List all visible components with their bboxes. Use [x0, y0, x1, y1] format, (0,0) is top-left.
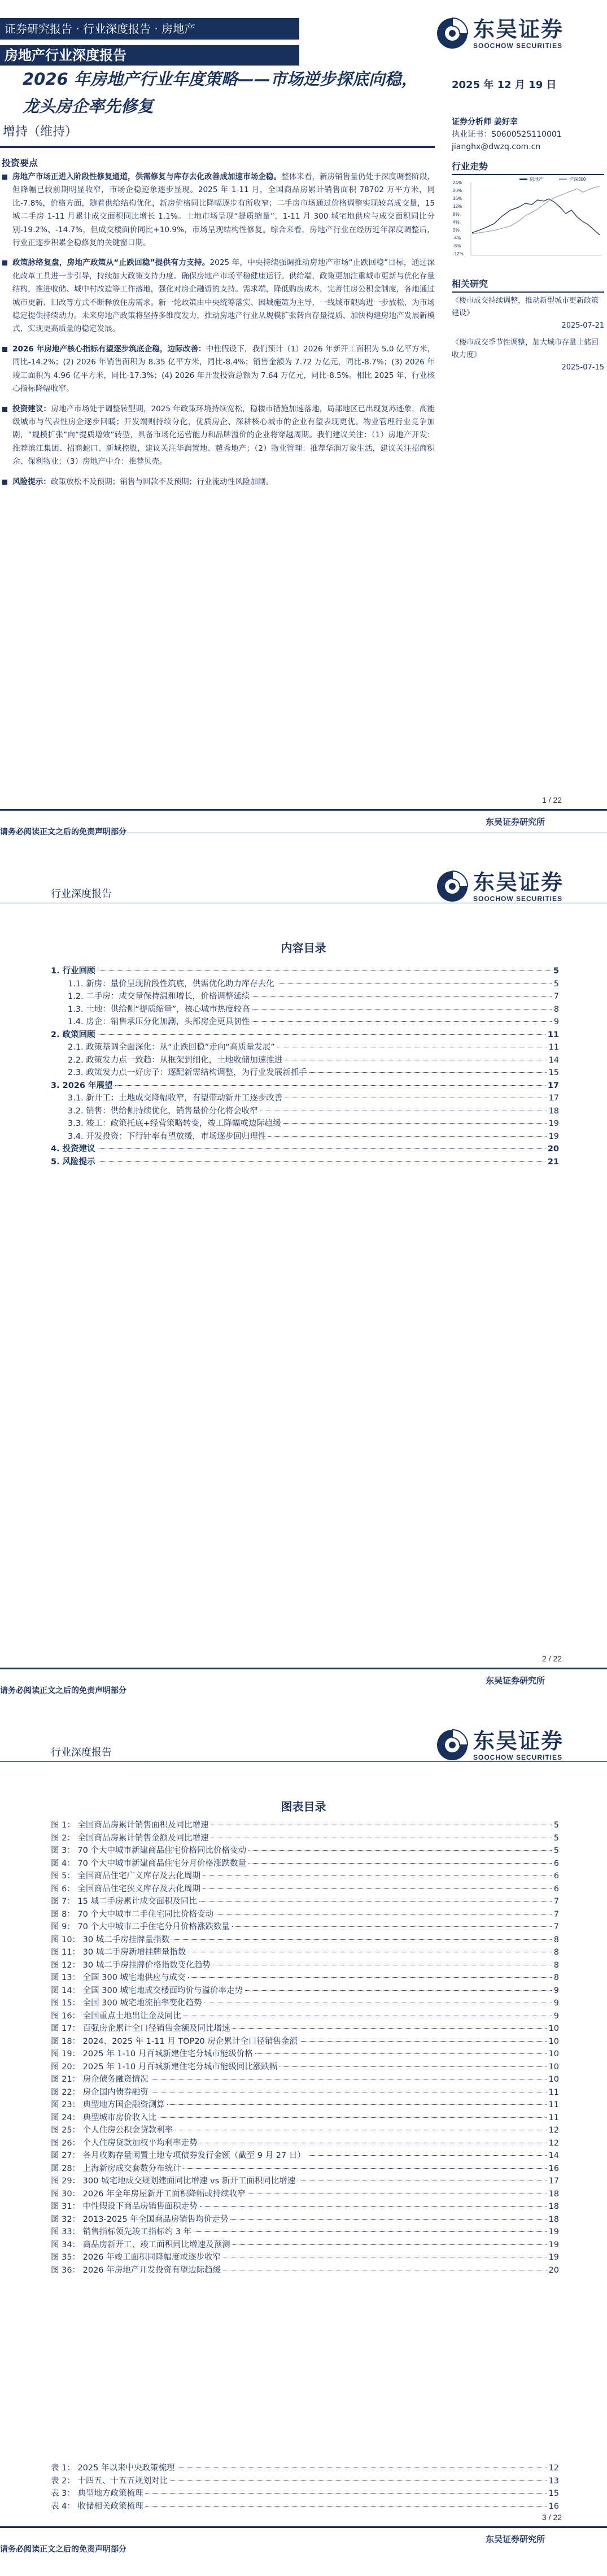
- report-date: 2025 年 12 月 19 日: [452, 79, 557, 91]
- figure-label: 图 21： 房企债务融资情况: [51, 2075, 149, 2084]
- figure-label: 图 6： 全国商品住宅狭义库存及去化周期: [51, 1884, 200, 1894]
- point-text: 中性假设下，我们预计（1）2026 年新开工面积为 5.0 亿平方米，同比-14.2%；(2) 2026 年销售面积为 8.35 亿平方米，同比-8.4%；销售金额为 7.72 万亿元，同比-8.7%；(3) 2026 年竣工面积为 4.96 亿平方米，同比-17.3%；(4) 2026 年开发投资总额为 7.64 万亿元，同比-8.5%。相比 2025 年，行业核心指标降幅收窄。: [12, 344, 435, 394]
- investment-heading: 投资要点: [2, 158, 38, 168]
- figure-entry[interactable]: [51, 2137, 559, 2150]
- toc-entry[interactable]: [51, 1016, 559, 1029]
- doc-type-banner: 房地产行业深度报告: [0, 45, 299, 66]
- figure-label: 图 34： 商品房新开工、竣工面积同比增速及预测: [51, 2240, 230, 2249]
- logo-mark-icon: [435, 869, 470, 904]
- toc-entry[interactable]: [51, 1105, 559, 1118]
- leader-dots: [283, 1123, 547, 1124]
- figure-page: 19: [548, 2253, 559, 2262]
- logo-cn: 东吴证券: [473, 17, 564, 42]
- figure-page: 8: [553, 1960, 559, 1970]
- leader-dots: [200, 2206, 547, 2207]
- leader-dots: [98, 1148, 545, 1149]
- figure-page: 16: [548, 2164, 559, 2173]
- toc-entry[interactable]: [51, 1029, 559, 1042]
- table-label: 表 2： 十四五、十五五规划对比: [51, 2476, 168, 2486]
- figure-entry[interactable]: [51, 2035, 559, 2048]
- toc-page: 5: [553, 967, 559, 976]
- figure-label: 图 16： 全国重点土地出让金及同比: [51, 2011, 181, 2021]
- figure-label: 图 30： 2026 年全年房屋新开工面积降幅或持续收窄: [51, 2189, 246, 2199]
- figure-label: 图 22： 房企国内债券融资: [51, 2087, 149, 2097]
- axis-tick-label: -8%: [453, 243, 461, 249]
- toc-label: 5. 风险提示: [51, 1157, 95, 1167]
- logo-cn: 东吴证券: [473, 1729, 564, 1753]
- figure-page: 12: [548, 2138, 559, 2148]
- point-text: 整体来看，新房销售量仍处于深度调整阶段，但降幅已较前期明显收窄，市场企稳迹象逐步显现。2025 年 1-11 月，全国商品房累计销售面积 78702 万平方米，同比-7.8%，价格方面，随着供给结构优化，新房价格同比降幅逐步有所收窄；二手房市场通过价格调整实现较高成交量，15 城二手房 1-11 月累计成交面积同比增长 1.1%。土地市场呈现“提质缩量”，1-11 月 300 城宅地供应与成交面积同比分别-19.2%、-14.7%，但成交楼面价同比+10.9%，市场呈现结构性修复。综合来看，房地产行业在经历近年深度调整后，行业正逐步积累企稳修复的关键窗口期。: [12, 172, 435, 248]
- toc-page: 11: [547, 1030, 559, 1039]
- figure-entry[interactable]: [51, 1959, 559, 1972]
- figure-label: 图 1： 全国商品房累计销售面积及同比增速: [51, 1821, 209, 1830]
- tables-list: [51, 2462, 559, 2513]
- point-bold: 房地产市场正进入阶段性修复通道，供需修复与库存去化改善成加速市场企稳。: [12, 172, 282, 181]
- toc-page: 20: [547, 1145, 559, 1154]
- figure-page: 10: [548, 2050, 559, 2059]
- toc-label: 3.2. 销售：供给侧持续优化，销售量价分化将会收窄: [68, 1106, 258, 1116]
- leader-dots: [248, 1863, 552, 1864]
- figure-entry[interactable]: [51, 2162, 559, 2175]
- figure-entry[interactable]: [51, 2175, 559, 2188]
- figure-label: 图 28： 上海新房成交套数分布统计: [51, 2164, 181, 2173]
- toc-entry[interactable]: [51, 1117, 559, 1130]
- breadcrumb: 证券研究报告 · 行业深度报告 · 房地产: [0, 18, 299, 40]
- toc-page: 8: [553, 1004, 559, 1014]
- footer-disclaimer: 请务必阅读正文之后的免责声明部分: [0, 828, 126, 837]
- logo-en: SOOCHOW SECURITIES: [473, 895, 563, 903]
- related-date: 2025-07-21: [561, 321, 604, 330]
- toc-list: [51, 965, 559, 1168]
- table-entry[interactable]: [51, 2462, 559, 2475]
- figure-page: 10: [548, 2075, 559, 2084]
- toc-entry[interactable]: [51, 990, 559, 1003]
- toc-label: 1.2. 二手房：成交量保持温和增长，价格调整延续: [68, 992, 250, 1001]
- figure-label: 图 26： 个人住房贷款加权平均利率走势: [51, 2138, 198, 2148]
- page-number: 3 / 22: [542, 2513, 562, 2522]
- figure-page: 5: [553, 1833, 559, 1843]
- figure-page: 8: [553, 1948, 559, 1957]
- figure-entry[interactable]: [51, 2251, 559, 2264]
- toc-page: 18: [548, 1106, 559, 1116]
- toc-label: 2.2. 政策发力点一致趋：从框架到细化，土地收储加速推进: [68, 1055, 283, 1065]
- footer-firm: 东吴证券研究所: [486, 1676, 545, 1686]
- axis-tick-label: 4%: [453, 220, 460, 225]
- toc-entry[interactable]: [51, 1067, 559, 1080]
- figure-label: 图 12： 30 城二手房挂牌价格指数变化趋势: [51, 1960, 211, 1970]
- figure-page: 6: [553, 1884, 559, 1894]
- axis-tick-label: 24%: [453, 180, 462, 185]
- figure-page: 7: [553, 1909, 559, 1919]
- figure-entry[interactable]: [51, 2061, 559, 2074]
- rating: 增持（维持）: [3, 125, 78, 139]
- toc-page: 5: [553, 979, 559, 989]
- figure-entry[interactable]: [51, 2264, 559, 2277]
- analyst-name: 证券分析师 姜好幸: [452, 118, 518, 127]
- footer-firm: 东吴证券研究所: [486, 2534, 545, 2544]
- figure-label: 图 13： 全国 300 城宅地供应与成交: [51, 1973, 186, 1982]
- axis-tick-label: -4%: [453, 236, 461, 241]
- figure-entry[interactable]: [51, 2099, 559, 2112]
- industry-trend-chart: [452, 176, 604, 261]
- leader-dots: [194, 2231, 546, 2232]
- toc-page: 21: [547, 1157, 559, 1167]
- leader-dots: [145, 2506, 546, 2507]
- toc-page: [0, 859, 607, 1700]
- point-bold: 风险提示：: [12, 477, 51, 486]
- figure-page: 6: [553, 1872, 559, 1881]
- figure-entry[interactable]: [51, 2200, 559, 2213]
- toc-entry[interactable]: [51, 1080, 559, 1093]
- figure-label: 图 23： 典型地方国企融资测算: [51, 2100, 165, 2109]
- figure-page: 10: [548, 2062, 559, 2072]
- axis-tick-label: 8%: [453, 212, 460, 217]
- related-research-list: [452, 295, 604, 378]
- company-logo: [435, 16, 564, 51]
- figure-label: 图 8： 70 个大中城市二手住宅同比价格变动: [51, 1909, 214, 1919]
- figure-entry[interactable]: [51, 1921, 559, 1934]
- leader-dots: [172, 1939, 552, 1940]
- footer-firm: 东吴证券研究所: [486, 817, 545, 827]
- figure-page: 9: [553, 1986, 559, 1995]
- leader-dots: [167, 2104, 547, 2105]
- figure-label: 图 25： 个人住房公积金贷款利率: [51, 2126, 173, 2135]
- trend-heading: 行业走势: [452, 159, 604, 175]
- figure-page: 8: [553, 1973, 559, 1982]
- figure-label: 图 33： 销售指标领先竣工指标约 3 年: [51, 2227, 192, 2236]
- analyst-email[interactable]: jianghx@dwzq.com.cn: [452, 142, 541, 151]
- figure-label: 图 20： 2025 年 1-10 月百城新建住宅分城市能级同比涨跌幅: [51, 2062, 278, 2072]
- analyst-block: [452, 116, 604, 153]
- investment-point: [0, 171, 435, 250]
- leader-dots: [145, 2493, 546, 2494]
- figure-page: 10: [548, 2024, 559, 2033]
- figure-page: 10: [548, 2037, 559, 2046]
- figure-page: 14: [548, 2151, 559, 2160]
- figure-entry[interactable]: [51, 1908, 559, 1921]
- leader-dots: [252, 1021, 551, 1022]
- figure-page: 5: [553, 1821, 559, 1830]
- logo-cn: 东吴证券: [473, 870, 564, 895]
- leader-dots: [115, 1085, 545, 1086]
- toc-entry[interactable]: [51, 1143, 559, 1156]
- footer-rule: [0, 1668, 607, 1669]
- footer-disclaimer: 请务必阅读正文之后的免责声明部分: [0, 1686, 126, 1695]
- figure-entry[interactable]: [51, 2073, 559, 2086]
- figure-entry[interactable]: [51, 1883, 559, 1896]
- toc-entry[interactable]: [51, 978, 559, 991]
- figure-entry[interactable]: [51, 2239, 559, 2252]
- figure-entry[interactable]: [51, 2124, 559, 2137]
- figure-entry[interactable]: [51, 1985, 559, 1998]
- figure-label: 图 9： 70 个大中城市二手住宅分月价格涨跌数量: [51, 1922, 230, 1931]
- toc-page: 11: [548, 1043, 559, 1052]
- table-label: 表 4： 收储相关政策梳理: [51, 2501, 143, 2511]
- figure-entry[interactable]: [51, 2112, 559, 2125]
- toc-label: 3.3. 竣工：政策托底+经营策略转变，竣工降幅或边际趋缓: [68, 1119, 281, 1128]
- point-text: 政策放松不及预期；销售与回款不及预期；行业流动性风险加剧。: [50, 477, 274, 486]
- related-heading: 相关研究: [452, 277, 604, 293]
- axis-tick-label: 16%: [453, 196, 462, 201]
- table-page: 12: [548, 2464, 559, 2473]
- page-title: 2026 年房地产行业年度策略——市场逆步探底向稳，龙头房企率先修复: [23, 69, 418, 116]
- toc-page: 19: [548, 1119, 559, 1128]
- figure-page: 11: [548, 2087, 559, 2097]
- chart-legend: [519, 176, 586, 182]
- figure-label: 图 36： 2026 年房地产开发投资有望边际趋缓: [51, 2265, 221, 2275]
- figure-page: 6: [553, 1859, 559, 1868]
- figure-page: 17: [548, 2177, 559, 2186]
- table-page: 15: [548, 2489, 559, 2498]
- toc-page: 9: [553, 1017, 559, 1026]
- figure-label: 图 15： 全国 300 城宅地流拍率变化趋势: [51, 1999, 202, 2008]
- point-text: 房地产市场处于调整转型期，2025 年政策环境持续宽松，稳楼市措施加速落地，局部地区已出现复苏迹象，高能级城市与代表性房企逐步回暖；开发端则持续分化，优质房企、深耕核心城市的企业有望表现更优。物业管理行业竞争加剧，“规模扩张”向“提质增效”转型，具备市场化运营能力和品牌溢价的企业将穿越周期。我们建议关注：（1）房地产开发：推荐滨江集团、招商蛇口、新城控股，建议关注华润置地、越秀地产；（2）物业管理：推荐华润万象生活，建议关注招商积余、保利物业；（3）房地产中介：推荐贝壳。: [12, 404, 435, 467]
- figure-entry[interactable]: [51, 2010, 559, 2023]
- logo-en: SOOCHOW SECURITIES: [473, 1753, 563, 1761]
- leader-dots: [255, 2053, 547, 2054]
- figure-label: 图 7： 15 城二手房累计成交面积及同比: [51, 1897, 198, 1906]
- figure-label: 图 18： 2024、2025 年 1-11 月 TOP20 房企累计全口径销售金额: [51, 2037, 298, 2046]
- toc-label: 3. 2026 年展望: [51, 1081, 113, 1090]
- figure-entry[interactable]: [51, 1946, 559, 1959]
- point-bold: 投资建议：: [12, 404, 51, 414]
- investment-point: [0, 256, 435, 336]
- axis-tick-label: 12%: [453, 204, 462, 209]
- figure-page: 7: [553, 1922, 559, 1931]
- toc-entry[interactable]: [51, 1041, 559, 1054]
- related-date: 2025-07-15: [561, 363, 604, 372]
- table-page: 13: [548, 2476, 559, 2486]
- investment-point: [0, 403, 435, 469]
- figure-label: 图 31： 中性假设下商品房销售面积走势: [51, 2202, 198, 2211]
- figure-entry[interactable]: [51, 1895, 559, 1908]
- footer-rule: [0, 809, 607, 811]
- toc-label: 1.1. 新房：量价呈现阶段性筑底，供需优化助力库存去化: [68, 979, 274, 989]
- figure-entry[interactable]: [51, 1844, 559, 1857]
- analyst-license: 执业证书：S0600525110001: [452, 130, 562, 139]
- footer-disclaimer: 请务必阅读正文之后的免责声明部分: [0, 2545, 126, 2554]
- figure-page: 18: [548, 2202, 559, 2211]
- leader-dots: [233, 2244, 547, 2245]
- leader-dots: [308, 2155, 547, 2156]
- figure-entry[interactable]: [51, 2022, 559, 2035]
- figure-label: 图 24： 典型城市房价收入比: [51, 2113, 157, 2122]
- figure-label: 图 32： 2013-2025 年全国商品房销售均价走势: [51, 2214, 229, 2224]
- table-entry[interactable]: [51, 2475, 559, 2488]
- toc-entry[interactable]: [51, 1156, 559, 1169]
- toc-page: 17: [547, 1081, 559, 1090]
- running-header: 行业深度报告: [51, 1747, 112, 1759]
- figure-label: 图 29： 300 城宅地成交规划建面同比增速 vs 新开工面积同比增速: [51, 2177, 296, 2186]
- figure-entry[interactable]: [51, 2213, 559, 2226]
- figure-label: 图 27： 各月收购存量闲置土地专项债券发行金额（截至 9 月 27 日）: [51, 2151, 305, 2160]
- related-title[interactable]: 《楼市成交季节性调整，加大城市存量土储回收力度》: [452, 338, 599, 359]
- toc-label: 1. 行业回顾: [51, 967, 95, 976]
- figure-label: 图 19： 2025 年 1-10 月百城新建住宅分城市能级价格: [51, 2050, 253, 2059]
- divider: [0, 146, 435, 148]
- legend-a: 房地产: [530, 177, 543, 182]
- investment-points: [0, 171, 435, 495]
- figure-entry[interactable]: [51, 2226, 559, 2239]
- leader-dots: [268, 1136, 546, 1137]
- figure-page: 18: [548, 2189, 559, 2199]
- toc-page: 19: [548, 1132, 559, 1141]
- leader-dots: [233, 2028, 547, 2029]
- figures-heading: 图表目录: [281, 1800, 326, 1813]
- figure-entry[interactable]: [51, 2149, 559, 2162]
- report-cover-page: [0, 0, 607, 842]
- figure-page: 18: [548, 2214, 559, 2224]
- toc-label: 3.4. 开发投资：下行针率有望放缓，市场逐步回归理性: [68, 1132, 267, 1141]
- figures-page: [0, 1717, 607, 2559]
- toc-label: 2. 政策回顾: [51, 1030, 95, 1039]
- leader-dots: [300, 2041, 547, 2042]
- toc-label: 2.3. 政策发力点一好房子：逐配新需结构调整，为行业发展新抓手: [68, 1068, 307, 1077]
- axis-tick-label: 20%: [453, 188, 462, 193]
- leader-dots: [184, 2168, 547, 2169]
- leader-dots: [98, 1034, 545, 1035]
- leader-dots: [230, 2219, 546, 2220]
- toc-entry[interactable]: [51, 965, 559, 978]
- toc-page: 14: [548, 1055, 559, 1065]
- figure-page: 19: [548, 2227, 559, 2236]
- figure-page: 11: [548, 2100, 559, 2109]
- table-entry[interactable]: [51, 2487, 559, 2500]
- leader-dots: [245, 1990, 552, 1991]
- leader-dots: [232, 1926, 552, 1927]
- page-number: 2 / 22: [542, 1654, 562, 1663]
- leader-dots: [280, 2066, 546, 2067]
- figure-page: 9: [553, 1999, 559, 2008]
- toc-entry[interactable]: [51, 1003, 559, 1016]
- figure-label: 图 14： 全国 300 城宅地成交楼面均价与溢价率走势: [51, 1986, 243, 1995]
- figure-page: 11: [548, 2113, 559, 2122]
- figure-entry[interactable]: [51, 1832, 559, 1845]
- figure-label: 图 35： 2026 年竣工面积同降幅度或逐步收窄: [51, 2253, 221, 2262]
- leader-dots: [248, 1850, 552, 1851]
- leader-dots: [252, 996, 551, 997]
- toc-page: 17: [548, 1094, 559, 1103]
- related-title[interactable]: 《楼市成交持续调整，推动新型城市更新政策建设》: [452, 297, 599, 317]
- figure-entry[interactable]: [51, 2188, 559, 2201]
- figure-label: 图 3： 70 个大中城市新建商品住宅价格同比价格变动: [51, 1846, 247, 1855]
- figure-entry[interactable]: [51, 1997, 559, 2010]
- table-label: 表 1： 2025 年以来中央政策梳理: [51, 2464, 175, 2473]
- toc-label: 1.4. 房企：销售承压分化加剧，头部房企更具韧性: [68, 1017, 250, 1026]
- figure-label: 图 11： 30 城二手房新增挂牌量指数: [51, 1948, 186, 1957]
- figure-label: 图 10： 30 城二手房挂牌量指数: [51, 1935, 170, 1944]
- figure-page: 7: [553, 1897, 559, 1906]
- series-realestate-line: [472, 199, 600, 235]
- figure-entry[interactable]: [51, 1972, 559, 1985]
- leader-dots: [159, 2117, 546, 2118]
- logo-mark-icon: [435, 1728, 470, 1763]
- figure-label: 图 17： 百强房企累计全口径销售金额及同比增速: [51, 2024, 230, 2033]
- figure-page: 20: [548, 2265, 559, 2275]
- toc-entry[interactable]: [51, 1092, 559, 1105]
- legend-b: 沪深300: [569, 177, 586, 182]
- figure-label: 图 4： 70 个大中城市新建商品住宅分月价格涨跌数量: [51, 1859, 247, 1868]
- company-logo: [435, 1728, 564, 1763]
- toc-label: 1.3. 土地：供给侧“提质缩量”，核心城市热度较高: [68, 1004, 250, 1014]
- figure-entry[interactable]: [51, 1857, 559, 1870]
- point-text: 2025 年，中央持续强调推动房地产市场“止跌回稳”目标，通过深化改革工具进一步引导，持续加大政策支持力度。确保房地产市场平稳健康运行。供给端，政策更加注重城市更新与优化存量结构，推进收储、城中村改造等工作落地，强化对房企融资的支持。需求端，降低购房成本，完善住房公积金制度，各地通过城市更新、旧改等方式不断释放住房需求。新一轮政策由中央统筹落实、因城施策为主导，一线城市限购进一步放松，为市场稳定提供持续动力。未来房地产政策将坚持多维度发力，推动房地产行业从规模扩张转向存量提质、加快构建房地产发展新模式，实现更高质量的稳定发展。: [12, 258, 435, 334]
- figure-entry[interactable]: [51, 1819, 559, 1832]
- table-entry[interactable]: [51, 2500, 559, 2513]
- figure-entry[interactable]: [51, 2086, 559, 2099]
- toc-entry[interactable]: [51, 1130, 559, 1143]
- point-bold: 2026 年房地产核心指标有望逐步筑底企稳，边际改善：: [12, 344, 206, 354]
- series-hs300-line: [472, 186, 600, 234]
- leader-dots: [188, 1977, 552, 1978]
- table-label: 表 3： 典型地方政策梳理: [51, 2489, 143, 2498]
- leader-dots: [309, 1072, 547, 1073]
- footer-rule: [0, 2526, 607, 2528]
- figure-page: 9: [553, 2011, 559, 2021]
- figure-entry[interactable]: [51, 2048, 559, 2061]
- related-item[interactable]: [452, 337, 604, 374]
- figure-label: 图 2： 全国商品房累计销售金额及同比增速: [51, 1833, 209, 1843]
- toc-label: 3.1. 新开工：土地成交降幅收窄，有望带动新开工逐步改善: [68, 1094, 283, 1103]
- logo-en: SOOCHOW SECURITIES: [473, 42, 563, 50]
- figure-label: 图 5： 全国商品住宅广义库存及去化周期: [51, 1872, 200, 1881]
- figure-page: 8: [553, 1935, 559, 1944]
- running-header: 行业深度报告: [51, 888, 112, 900]
- figure-entry[interactable]: [51, 1870, 559, 1883]
- toc-label: 4. 投资建议: [51, 1145, 95, 1154]
- figure-entry[interactable]: [51, 1934, 559, 1947]
- investment-point: [0, 476, 435, 489]
- logo-mark-icon: [435, 16, 470, 51]
- page-number: 1 / 22: [542, 795, 562, 804]
- figures-list: [51, 1819, 559, 2277]
- toc-label: 2.1. 政策基调全面深化：从“止跌回稳”走向“高质量发展”: [68, 1043, 275, 1052]
- figure-page: 12: [548, 2126, 559, 2135]
- leader-dots: [98, 1161, 545, 1162]
- toc-heading: 内容目录: [281, 941, 326, 955]
- figure-page: 5: [553, 1846, 559, 1855]
- axis-tick-label: 0%: [453, 228, 460, 233]
- investment-point: [0, 343, 435, 396]
- toc-page: 7: [553, 992, 559, 1001]
- figure-page: 19: [548, 2240, 559, 2249]
- toc-page: 15: [548, 1068, 559, 1077]
- company-logo: [435, 869, 564, 904]
- related-item[interactable]: [452, 295, 604, 332]
- axis-tick-label: -12%: [453, 251, 464, 256]
- point-bold: 政策脉络复盘，房地产政策从“止跌回稳”提供有力支持。: [12, 258, 210, 268]
- table-page: 16: [548, 2501, 559, 2511]
- toc-entry[interactable]: [51, 1054, 559, 1067]
